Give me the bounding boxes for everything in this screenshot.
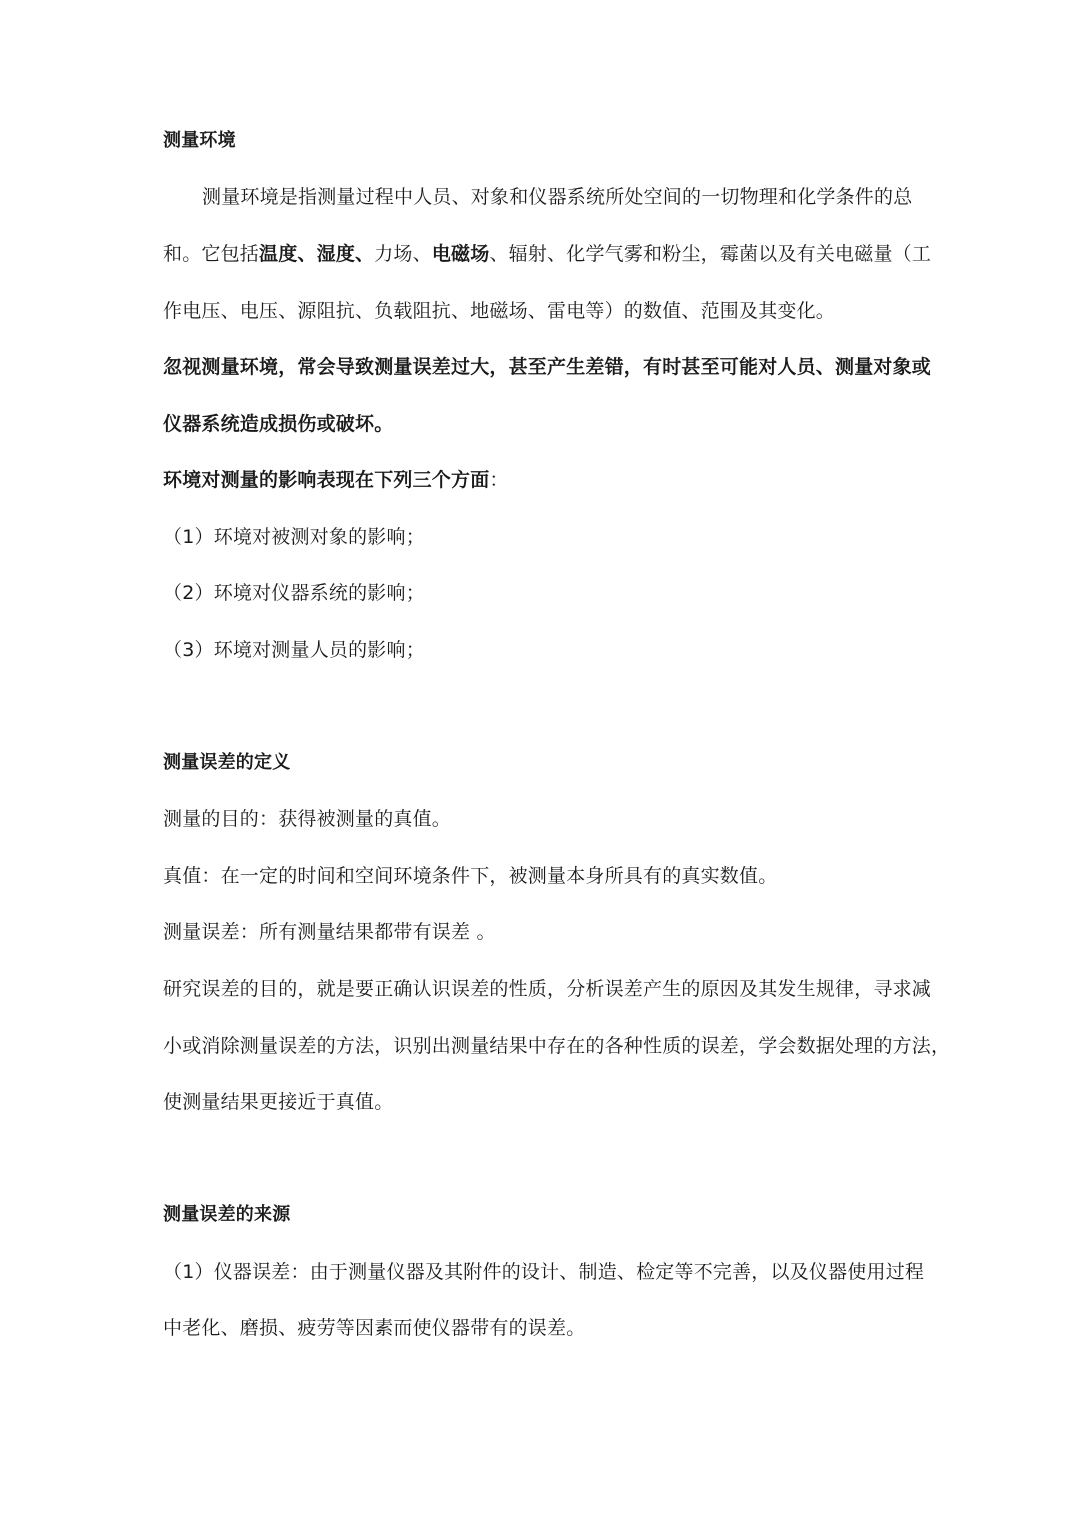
paragraph-line: 小或消除测量误差的方法，识别出测量结果中存在的各种性质的误差，学会数据处理的方法， [163,1035,951,1057]
list-item: （3）环境对测量人员的影响； [163,639,425,661]
paragraph-line: 使测量结果更接近于真值。 [163,1091,394,1113]
paragraph-line: 研究误差的目的，就是要正确认识误差的性质，分析误差产生的原因及其发生规律，寻求减 [163,978,932,1000]
section-title-error-sources: 测量误差的来源 [163,1204,291,1225]
paragraph-line: 真值：在一定的时间和空间环境条件下，被测量本身所具有的真实数值。 [163,865,778,887]
paragraph-line: 测量误差：所有测量结果都带有误差 。 [163,921,496,943]
paragraph-line: 作电压、电压、源阻抗、负载阻抗、地磁场、雷电等）的数值、范围及其变化。 [163,300,836,322]
list-item: （1）仪器误差：由于测量仪器及其附件的设计、制造、检定等不完善，以及仪器使用过程 [163,1261,925,1283]
paragraph-line: 测量的目的：获得被测量的真值。 [163,808,452,830]
section-title-measurement-environment: 测量环境 [163,130,236,151]
bold-text-run: 温度、湿度、 [259,243,375,265]
bold-text-run: 电磁场 [431,243,490,265]
bold-text-run: 环境对测量的影响表现在下列三个方面 [163,469,490,491]
paragraph-line: 中老化、磨损、疲劳等因素而使仪器带有的误差。 [163,1317,586,1339]
influence-intro [163,466,933,494]
text-run: ： [489,469,509,491]
list-item: （2）环境对仪器系统的影响； [163,582,425,604]
paragraph-line: 测量环境是指测量过程中人员、对象和仪器系统所处空间的一切物理和化学条件的总 [202,186,913,208]
warning-line: 仪器系统造成损伤或破坏。 [163,413,394,435]
section-title-error-definition: 测量误差的定义 [163,752,291,773]
text-run: 、辐射、化学气雾和粉尘，霉菌以及有关电磁量（工 [489,243,932,265]
text-run: 和。它包括 [163,243,260,265]
warning-line: 忽视测量环境，常会导致测量误差过大，甚至产生差错，有时甚至可能对人员、测量对象或 [163,356,932,378]
text-run: 力场、 [374,243,432,265]
list-item: （1）环境对被测对象的影响； [163,526,425,548]
paragraph-line [163,240,933,268]
